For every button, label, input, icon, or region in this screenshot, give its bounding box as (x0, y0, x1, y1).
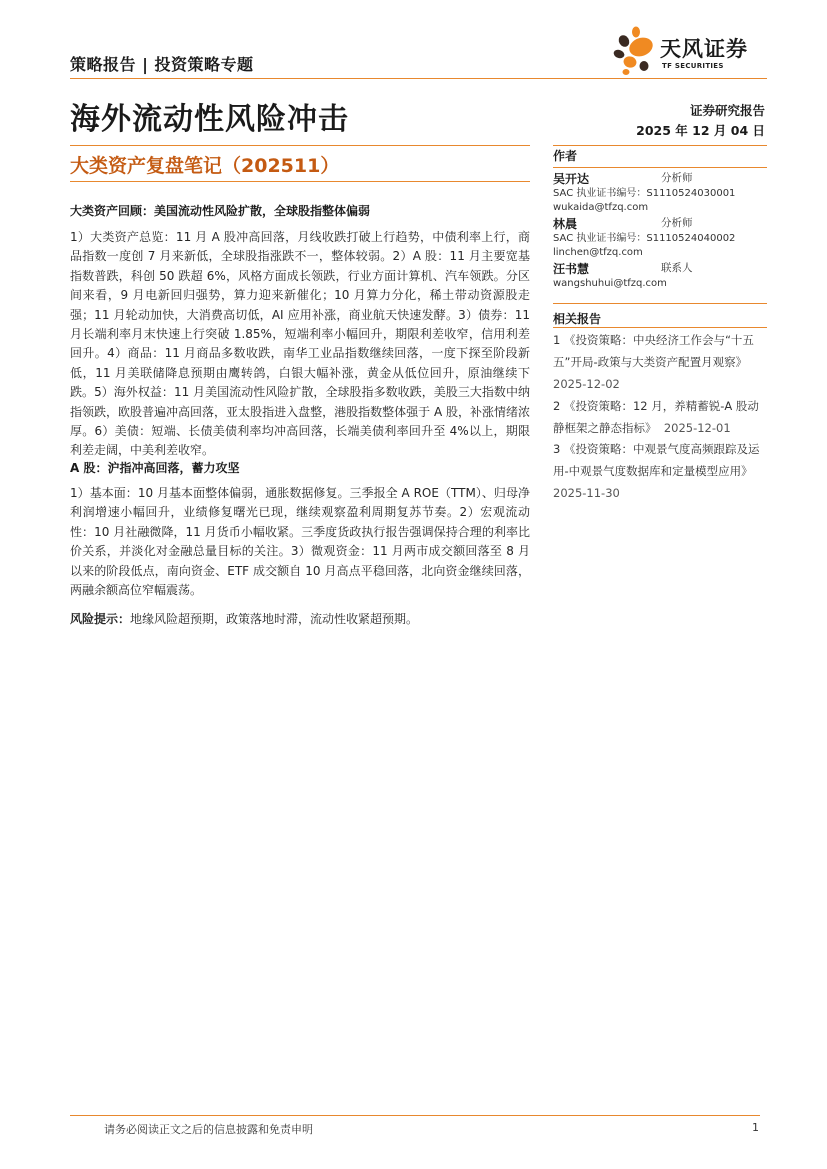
related-report-item[interactable] (553, 395, 767, 439)
related-report-title[interactable]: 3 《投资策略：中观景气度高频跟踪及运用-中观景气度数据库和定量模型应用》 (553, 442, 760, 478)
author-cert: SAC 执业证书编号：S1110524040002 (553, 233, 736, 244)
author-card (553, 260, 767, 291)
title-divider (70, 145, 530, 146)
author-role: 联系人 (661, 262, 693, 274)
related-divider-top (553, 303, 767, 304)
section-heading: A 股：沪指冲高回落，蓄力攻坚 (70, 461, 240, 475)
header-divider (70, 78, 767, 79)
report-type: 证券研究报告 (689, 103, 765, 118)
page-number: 1 (752, 1121, 759, 1134)
logo-text: 天风证券 (660, 37, 748, 61)
authors-heading: 作者 (553, 149, 578, 163)
author-email[interactable]: wangshuhui@tfzq.com (553, 278, 667, 289)
related-report-item[interactable] (553, 329, 767, 395)
author-email[interactable]: linchen@tfzq.com (553, 247, 643, 258)
section-heading: 大类资产回顾：美国流动性风险扩散，全球股指整体偏弱 (70, 204, 371, 218)
logo-mark-icon (610, 26, 658, 76)
related-report-title[interactable]: 2 《投资策略：12 月，养精蓄锐-A 股动静框架之静态指标》 (553, 399, 759, 435)
report-date: 2025 年 12 月 04 日 (636, 123, 765, 138)
authors-divider (553, 167, 767, 168)
author-role: 分析师 (661, 172, 693, 184)
related-report-date: 2025-12-01 (663, 421, 731, 435)
related-heading: 相关报告 (553, 312, 602, 326)
company-logo (610, 26, 760, 76)
page-title: 海外流动性风险冲击 (70, 102, 349, 137)
footer-disclaimer: 请务必阅读正文之后的信息披露和免责申明 (104, 1123, 313, 1136)
page-subtitle: 大类资产复盘笔记（202511） (70, 155, 340, 177)
sidebar-divider (553, 145, 767, 146)
footer-divider (70, 1115, 760, 1116)
section-body: 1）大类资产总览：11 月 A 股冲高回落，月线收跌打破上行趋势，中债利率上行，商品指数一度创 7 月来新低，全球股指涨跌不一，整体较弱。2）A 股：11 月主要宽基指数普跌，科创 50 跌超 6%，风格方面成长领跌，行业方面计算机、汽车领跌。分区间来看，9 月电新回归强势，算力迎来新催化；10 月算力分化，稀土带动资源股走强；11 月轮动加快，大消费高切低，AI 应用补涨，商业航天快速发酵。3）债券：11 月长端利率月末快速上行突破 1.85%，短端利率小幅回升，期限利差收窄，信用利差回升。4）商品：11 月商品多数收跌，南华工业品指数继续回落，一度下探至阶段新低，11 月美联储降息预期由鹰转鸽，白银大幅补涨，黄金从低位回升，原油继续下跌。5）海外权益：11 月美国流动性风险扩散，全球股指多数收跌，美股三大指数中纳指领跌，欧股普遍冲高回落，亚太股指进入盘整，港股指数整体强于 A 股，补涨情绪浓厚。6）美债：短端、长债美债利率均冲高回落，长端美债利率回升至 4%以上，期限利差走阔，中美利差收窄。 (70, 230, 530, 458)
author-email[interactable]: wukaida@tfzq.com (553, 202, 649, 213)
author-name: 吴开达 (553, 172, 590, 186)
related-report-title[interactable]: 1 《投资策略：中央经济工作会与“十五五”开局-政策与大类资产配置月观察》 (553, 333, 754, 369)
author-cert: SAC 执业证书编号：S1110524030001 (553, 188, 736, 199)
related-report-date: 2025-11-30 (553, 486, 620, 500)
related-report-item[interactable] (553, 438, 767, 504)
related-divider (553, 327, 767, 328)
report-category: 策略报告 | 投资策略专题 (70, 55, 254, 74)
author-role: 分析师 (661, 217, 693, 229)
risk-text: 地缘风险超预期，政策落地时滞，流动性收紧超预期。 (130, 612, 419, 626)
related-report-date: 2025-12-02 (553, 377, 620, 391)
author-card (553, 215, 767, 260)
logo-text-en: TF SECURITIES (662, 62, 724, 70)
risk-label: 风险提示： (70, 612, 131, 626)
author-name: 林晨 (553, 217, 578, 231)
section-body: 1）基本面：10 月基本面整体偏弱，通胀数据修复。三季报全 A ROE（TTM）、归母净利润增速小幅回升，业绩修复曙光已现，继续观察盈利周期复苏节奏。2）宏观流动性：10 月社融微降，11 月货币小幅收紧。三季度货政执行报告强调保持合理的利率比价关系，并淡化对金融总量目标的关注。3）微观资金：11 月两市成交额回落至 8 月以来的阶段低点，南向资金、ETF 成交额自 10 月高点平稳回落，北向资金继续回落，两融余额高位窄幅震荡。 (70, 486, 530, 598)
author-name: 汪书慧 (553, 262, 590, 276)
subtitle-divider (70, 181, 530, 182)
risk-warning (70, 610, 530, 629)
author-card (553, 170, 767, 215)
